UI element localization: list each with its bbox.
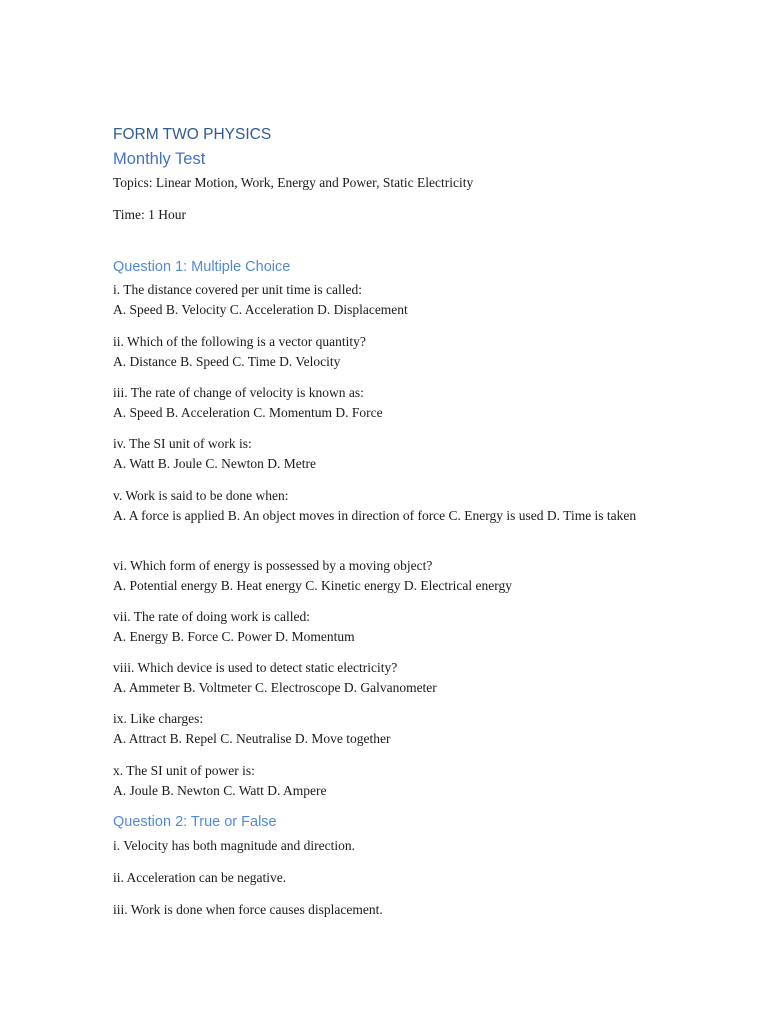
- question-text: iii. The rate of change of velocity is known as:: [113, 385, 364, 400]
- question-item: [113, 658, 643, 697]
- question-options: A. Speed B. Velocity C. Acceleration D. Displacement: [113, 301, 408, 317]
- question-options: A. Energy B. Force C. Power D. Momentum: [113, 628, 355, 644]
- question-item: [113, 332, 643, 371]
- question-item: [113, 383, 643, 422]
- question-item: [113, 280, 643, 319]
- question-options: A. Potential energy B. Heat energy C. Kinetic energy D. Electrical energy: [113, 577, 513, 593]
- question-options: A. Joule B. Newton C. Watt D. Ampere: [113, 782, 327, 798]
- question-item: [113, 607, 643, 646]
- time-line: Time: 1 Hour: [113, 207, 187, 222]
- statement-item: [113, 868, 643, 888]
- question-text: i. The distance covered per unit time is called:: [113, 282, 363, 297]
- question-options: A. Speed B. Acceleration C. Momentum D. Force: [113, 404, 383, 420]
- question-text: vi. Which form of energy is possessed by a moving object?: [113, 558, 433, 573]
- question-text: x. The SI unit of power is:: [113, 763, 255, 778]
- question-text: viii. Which device is used to detect static electricity?: [113, 660, 398, 675]
- statement-text: i. Velocity has both magnitude and direction.: [113, 838, 355, 853]
- question-item: [113, 486, 643, 525]
- question-text: ix. Like charges:: [113, 711, 204, 726]
- question-text: v. Work is said to be done when:: [113, 488, 289, 503]
- question-options: A. Distance B. Speed C. Time D. Velocity: [113, 353, 341, 369]
- document-subtitle: Monthly Test: [113, 150, 206, 168]
- statement-item: [113, 836, 643, 856]
- question-item: [113, 556, 643, 595]
- question-options: A. Ammeter B. Voltmeter C. Electroscope D. Galvanometer: [113, 679, 437, 695]
- statement-text: iii. Work is done when force causes displacement.: [113, 902, 383, 917]
- question-options: A. Watt B. Joule C. Newton D. Metre: [113, 455, 317, 471]
- section-2-title: Question 2: True or False: [113, 814, 277, 830]
- question-text: ii. Which of the following is a vector quantity?: [113, 334, 366, 349]
- question-item: [113, 709, 643, 748]
- question-item: [113, 761, 643, 800]
- question-options: A. A force is applied B. An object moves in direction of force C. Energy is used D. Time is taken: [113, 507, 637, 523]
- statement-text: ii. Acceleration can be negative.: [113, 870, 287, 885]
- question-text: vii. The rate of doing work is called:: [113, 609, 310, 624]
- question-text: iv. The SI unit of work is:: [113, 436, 252, 451]
- statement-item: [113, 900, 643, 920]
- topics-line: Topics: Linear Motion, Work, Energy and Power, Static Electricity: [113, 175, 474, 190]
- section-1-title: Question 1: Multiple Choice: [113, 259, 291, 275]
- question-options: A. Attract B. Repel C. Neutralise D. Move together: [113, 730, 391, 746]
- question-item: [113, 434, 643, 473]
- document-title: FORM TWO PHYSICS: [113, 126, 272, 143]
